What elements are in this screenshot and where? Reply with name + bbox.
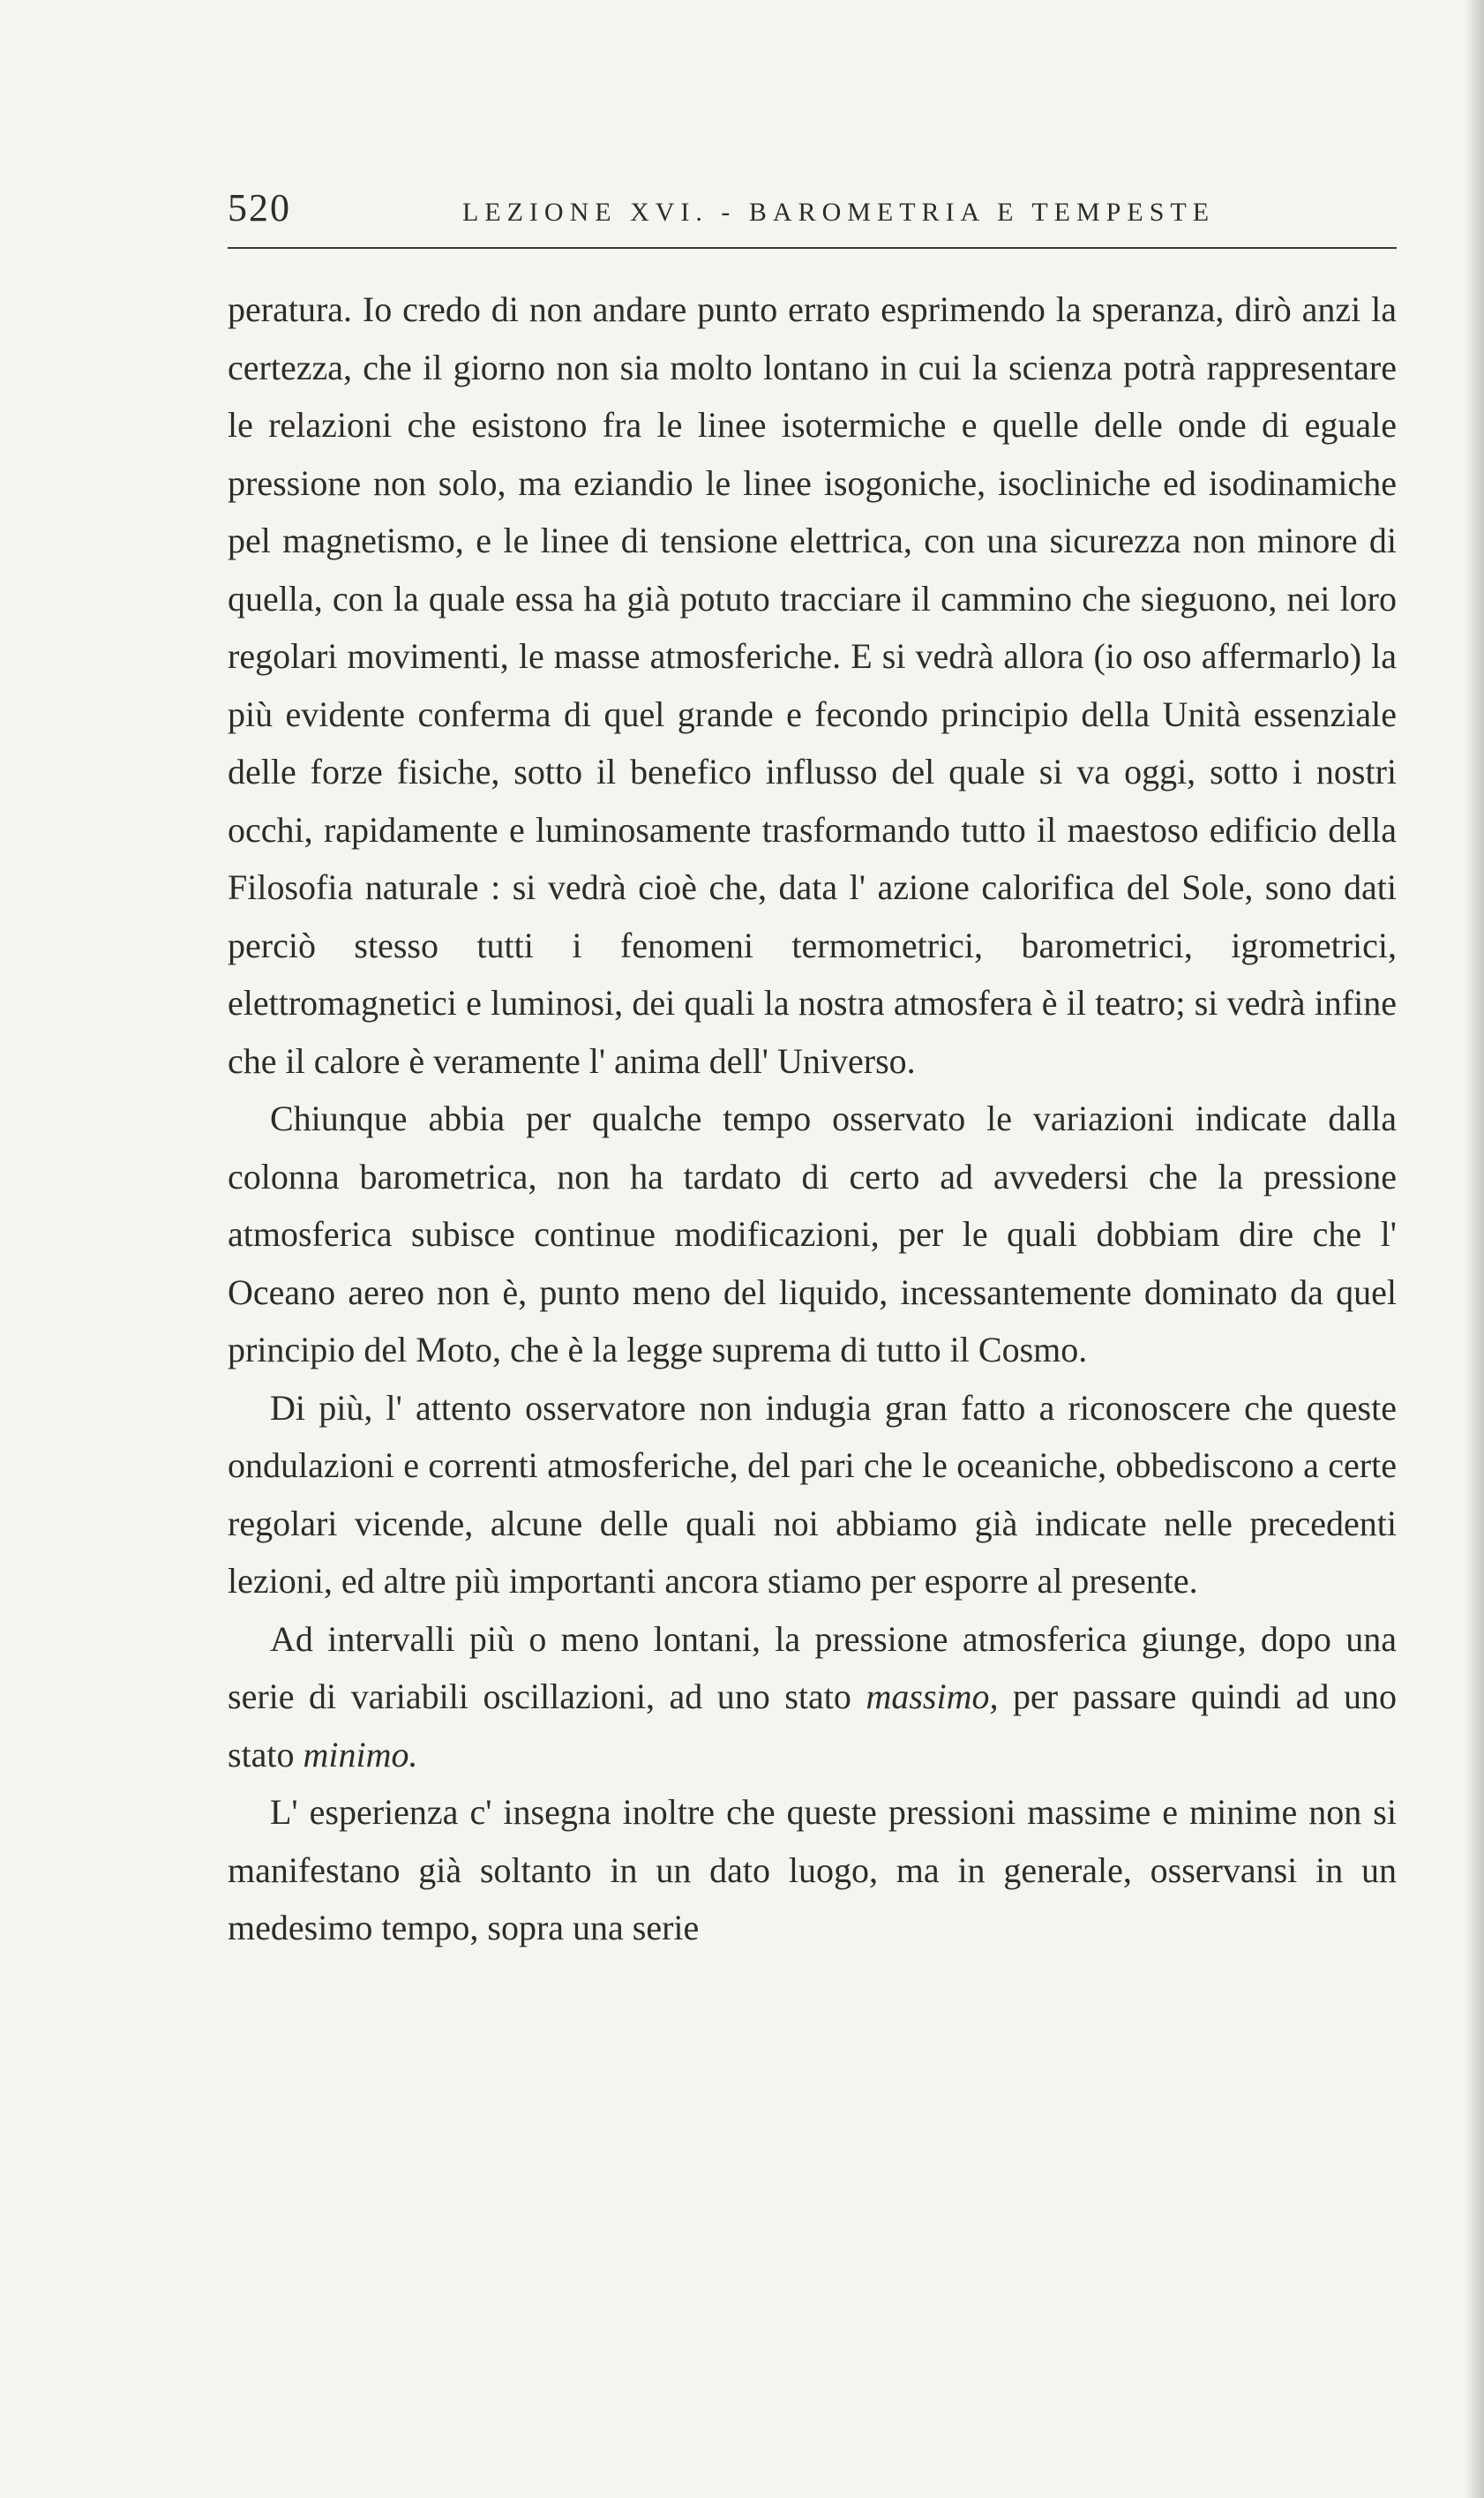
paragraph-4-text-b: per passare quindi ad uno stato (228, 1677, 1397, 1774)
paragraph-2: Chiunque abbia per qualche tempo osservato le variazioni indicate dalla colonna barometrica, non ha tardato di certo ad avvedersi che la pressione atmosferica subisce continue modificazioni, per le quali dobbiam dire che l' Oceano aereo non è, punto meno del liquido, incessantemente dominato da quel principio del Moto, che è la legge suprema di tutto il Cosmo. (228, 1099, 1397, 1369)
paragraph-1: peratura. Io credo di non andare punto errato esprimendo la speranza, dirò anzi la certezza, che il giorno non sia molto lontano in cui la scienza potrà rappresentare le relazioni che esistono fra le linee isotermiche e quelle delle onde di eguale pressione non solo, ma eziandio le linee isogoniche, isocliniche ed isodinamiche pel magnetismo, e le linee di tensione elettrica, con una sicurezza non minore di quella, con la quale essa ha già potuto tracciare il cammino che sieguono, nei loro regolari movimenti, le masse atmosferiche. E si vedrà allora (io oso affermarlo) la più evidente conferma di quel grande e fecondo principio della Unità essenziale delle forze fisiche, sotto il benefico influsso del quale si va oggi, sotto i nostri occhi, rapidamente e luminosamente trasformando tutto il maestoso edificio della Filosofia naturale : si vedrà cioè che, data l' azione calorifica del Sole, sono dati perciò stesso tutti i fenomeni termometrici, barometrici, igrometrici, elettromagnetici e luminosi, dei quali la nostra atmosfera è il teatro; si vedrà infine che il calore è veramente l' anima dell' Universo. (228, 289, 1397, 1081)
page-edge-shadow (1465, 0, 1484, 2498)
body-text (228, 281, 1397, 1957)
term-massimo: massimo, (866, 1677, 999, 1716)
running-title: LEZIONE XVI. - BAROMETRIA E TEMPESTE (461, 198, 1216, 227)
term-minimo: minimo. (303, 1734, 418, 1774)
paragraph-4-text-a: Ad intervalli più o meno lontani, la pressione atmosferica giunge, dopo una serie di variabili oscillazioni, ad uno stato (228, 1618, 1397, 1716)
paragraph-5: L' esperienza c' insegna inoltre che queste pressioni massime e minime non si manifestano già soltanto in un dato luogo, ma in generale, osservansi in un medesimo tempo, sopra una serie (228, 1792, 1397, 1947)
paragraph-3: Di più, l' attento osservatore non indugia gran fatto a riconoscere che queste ondulazioni e correnti atmosferiche, del pari che le oceaniche, obbediscono a certe regolari vicende, alcune delle quali noi abbiamo già indicate nelle precedenti lezioni, ed altre più importanti ancora stiamo per esporre al presente. (228, 1387, 1397, 1601)
book-page (228, 185, 1397, 1957)
page-number: 520 (228, 186, 291, 229)
running-head (228, 185, 1397, 249)
paragraph-4 (228, 1610, 1397, 1784)
